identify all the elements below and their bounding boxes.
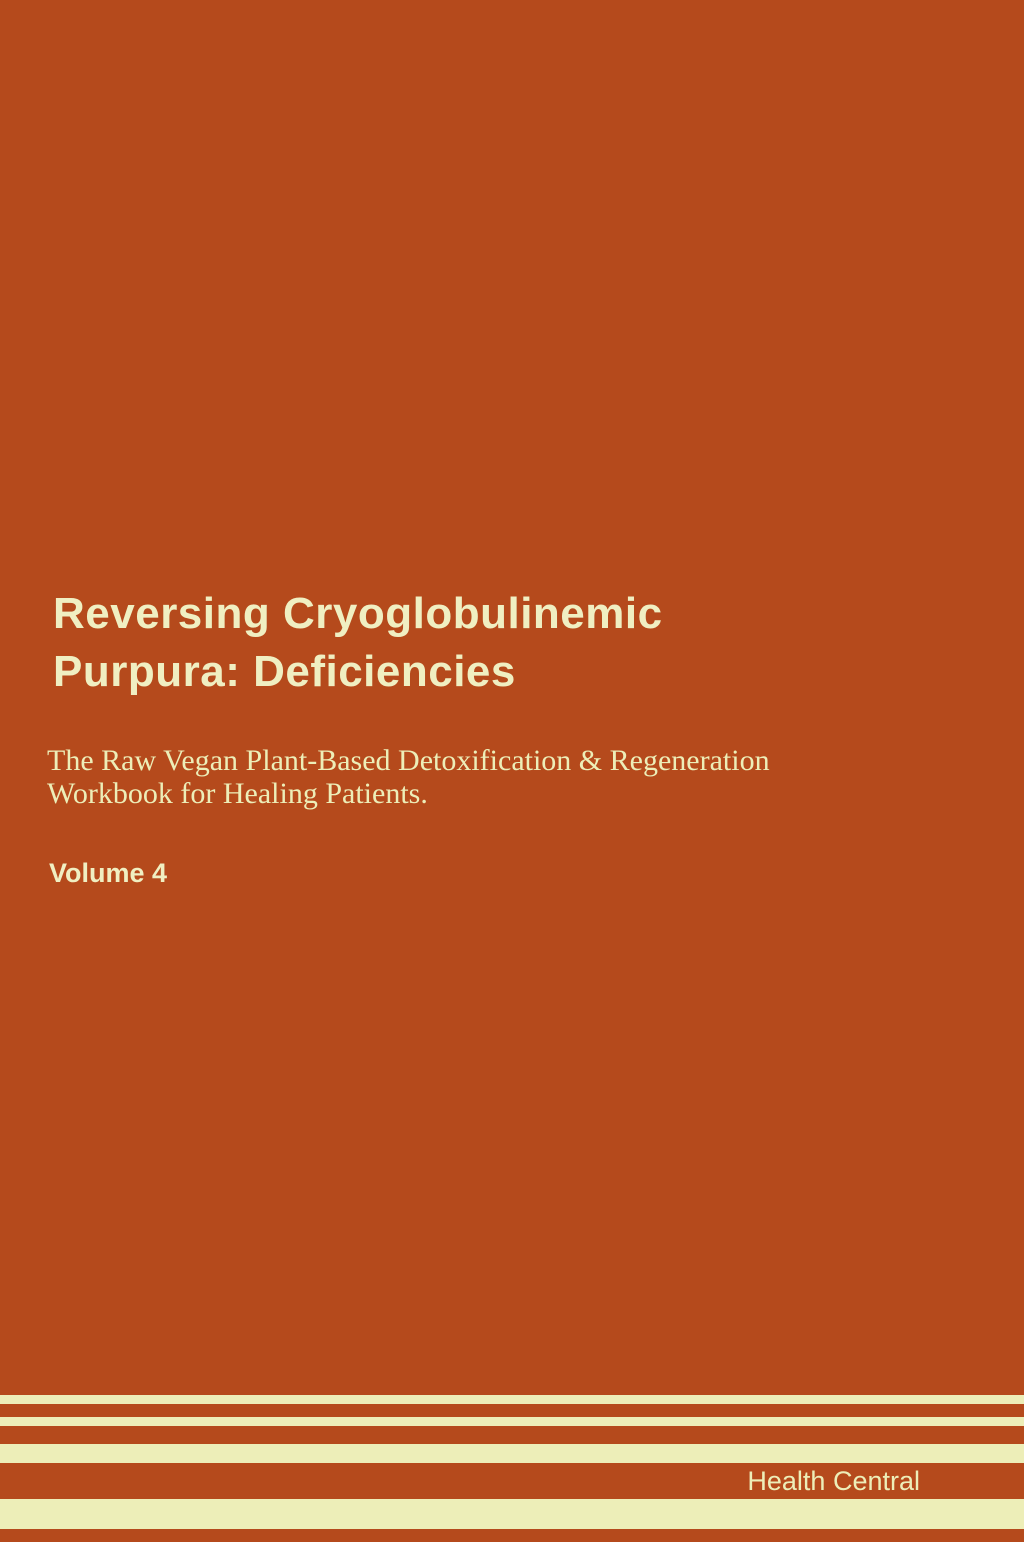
- volume-label: Volume 4: [49, 858, 168, 888]
- stripe-thin-2: [0, 1417, 1024, 1426]
- book-title-line-2: Purpura: Deficiencies: [53, 647, 516, 696]
- stripe-medium: [0, 1444, 1024, 1463]
- book-subtitle-line-2: Workbook for Healing Patients.: [47, 777, 428, 810]
- stripe-gap-2: [0, 1426, 1024, 1444]
- book-subtitle: [47, 744, 770, 810]
- stripe-thin-1: [0, 1395, 1024, 1404]
- publisher-name: Health Central: [747, 1466, 920, 1496]
- title-block: [47, 585, 964, 888]
- footer-stripes: [0, 1395, 1024, 1542]
- stripe-wide: [0, 1499, 1024, 1529]
- stripe-gap-1: [0, 1404, 1024, 1417]
- stripe-bottom-gap: [0, 1529, 1024, 1542]
- book-title: [53, 585, 964, 701]
- publisher-band: [0, 1463, 1024, 1499]
- book-title-line-1: Reversing Cryoglobulinemic: [53, 589, 663, 638]
- book-subtitle-line-1: The Raw Vegan Plant-Based Detoxification & Regeneration: [47, 744, 770, 777]
